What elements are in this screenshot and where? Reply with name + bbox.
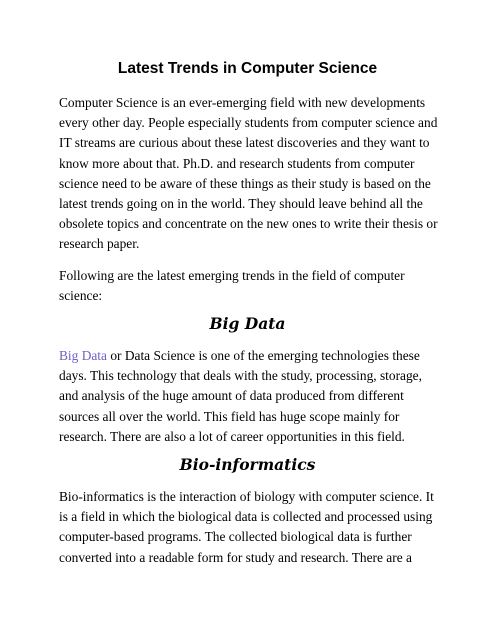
text-line: research paper. [59, 236, 140, 252]
text-line: science: [59, 288, 103, 304]
text-line: science need to be aware of these things as their study is based on the [59, 175, 431, 191]
text-line: days. This technology that deals with the study, processing, storage, [59, 368, 422, 384]
text-line: converted into a readable form for study and research. There are a [59, 549, 412, 565]
text-line: research. There are also a lot of career opportunities in this field. [59, 428, 405, 444]
text-line: is a field in which the biological data is collected and processed using [59, 509, 433, 525]
big-data-paragraph [59, 346, 449, 447]
intro-paragraph [59, 93, 449, 255]
big-data-link[interactable]: Big Data [59, 348, 107, 363]
text-line: latest trends going on in the world. They should leave behind all the [59, 196, 423, 212]
text-line: and analysis of the huge amount of data produced from different [59, 388, 404, 404]
text-line: know more about that. Ph.D. and research students from computer [59, 155, 415, 171]
section-heading-big-data: Big Data [209, 314, 286, 333]
text-line: computer-based programs. The collected biological data is further [59, 529, 412, 545]
document-title: Latest Trends in Computer Science [117, 60, 378, 77]
text-line: Computer Science is an ever-emerging field with new developments [59, 95, 426, 110]
section-heading-bio-informatics: Bio-informatics [179, 455, 316, 474]
text-line: every other day. People especially students from computer science and [59, 115, 438, 131]
text-line: sources all over the world. This field has huge scope mainly for [59, 408, 400, 424]
text-line: Following are the latest emerging trends in the field of computer [59, 268, 405, 283]
following-paragraph [59, 266, 449, 306]
text-line: Bio-informatics is the interaction of biology with computer science. It [59, 489, 434, 504]
text-line [59, 346, 449, 366]
text-span: or Data Science is one of the emerging technologies these [106, 348, 420, 363]
text-line: obsolete topics and concentrate on the new ones to write their thesis or [59, 216, 438, 232]
bio-informatics-paragraph [59, 487, 449, 568]
text-line: IT streams are curious about these latest discoveries and they want to [59, 135, 430, 151]
